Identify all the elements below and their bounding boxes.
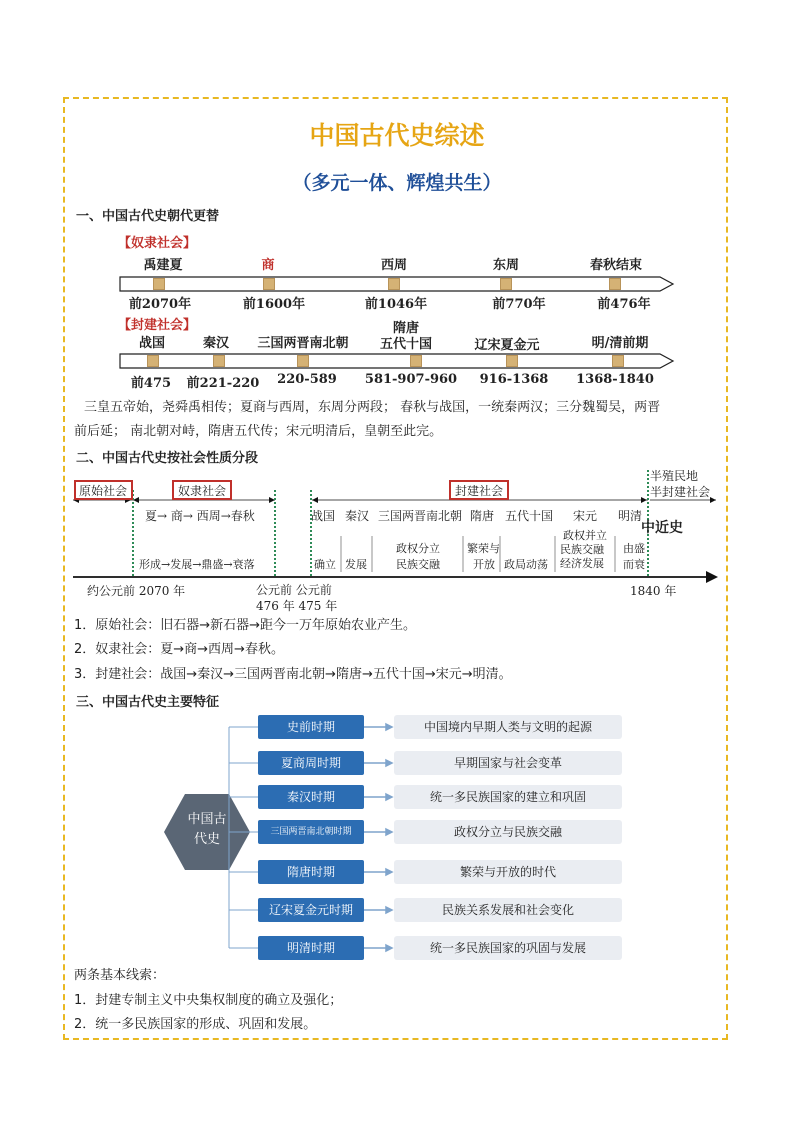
feudal-dynasty: 秦汉 [345, 509, 370, 523]
period-description: 中国境内早期人类与文明的起源 [394, 715, 622, 739]
feudal-tag: 【封建社会】 [118, 318, 197, 333]
date-mid-line: 公元前 公元前 [256, 583, 332, 597]
period-description: 政权分立与民族交融 [394, 820, 622, 844]
feudal-event-label: 三国两晋南北朝 [257, 336, 349, 351]
period-box: 秦汉时期 [258, 785, 364, 809]
date-mid-line: 476 年 475 年 [256, 599, 338, 613]
feudal-note: 政权分立 [396, 542, 440, 555]
clues-title: 两条基本线索： [74, 968, 166, 983]
feudal-note: 经济发展 [560, 557, 604, 570]
period-box: 史前时期 [258, 715, 364, 739]
feudal-note: 确立 [314, 558, 336, 571]
center-label-line: 中国古 [187, 812, 227, 827]
society-point: 3．封建社会：战国→秦汉→三国两晋南北朝→隋唐→五代十国→宋元→明清。 [74, 667, 512, 682]
period-box: 夏商周时期 [258, 751, 364, 775]
feudal-note: 而衰 [623, 558, 645, 571]
slave-event-label: 商 [261, 258, 275, 273]
feudal-event-label: 隋唐 五代十国 [379, 321, 433, 352]
page-subtitle: （多元一体、辉煌共生） [292, 172, 502, 194]
period-box: 隋唐时期 [258, 860, 364, 884]
slave-stages: 形成→发展→鼎盛→衰落 [139, 558, 255, 571]
slave-society-label: 奴隶社会 [178, 484, 227, 498]
date-right: 1840 年 [630, 584, 677, 598]
section1-heading: 一、中国古代史朝代更替 [76, 209, 220, 224]
feudal-event-label: 明/清前期 [591, 336, 649, 351]
feudal-dynasty: 战国 [311, 509, 336, 523]
feudal-note: 发展 [345, 558, 367, 571]
feudal-note: 民族交融 [396, 558, 440, 571]
feudal-event-label: 战国 [138, 336, 166, 351]
slave-event-year: 前476年 [597, 297, 651, 312]
date-left: 约公元前 2070 年 [87, 584, 186, 598]
slave-event-label: 春秋结束 [589, 258, 643, 273]
section3-heading: 三、中国古代史主要特征 [76, 695, 220, 710]
rhyme-line: 三皇五帝始，尧舜禹相传；夏商与西周，东周分两段； 春秋与战国，一统秦两汉；三分魏蜀吴，两晋 [84, 400, 661, 415]
center-label-line: 代史 [193, 832, 220, 847]
period-description: 早期国家与社会变革 [394, 751, 622, 775]
period-description: 统一多民族国家的建立和巩固 [394, 785, 622, 809]
slave-dynasties: 夏→ 商→ 西周→春秋 [145, 509, 255, 523]
feudal-event-year: 581-907-960 [364, 372, 458, 387]
period-box: 三国两晋南北朝时期 [258, 820, 364, 844]
slave-event-label: 西周 [380, 258, 408, 273]
feudal-dynasty: 三国两晋南北朝 [378, 509, 463, 523]
feudal-event-year: 916-1368 [479, 372, 549, 387]
feudal-event-year: 前475 [130, 376, 172, 391]
slave-event-year: 前1600年 [242, 297, 306, 312]
slave-tag: 【奴隶社会】 [118, 236, 197, 251]
society-point: 1．原始社会：旧石器→新石器→距今一万年原始农业产生。 [74, 618, 417, 633]
period-box: 辽宋夏金元时期 [258, 898, 364, 922]
feudal-note: 由盛 [623, 542, 645, 555]
rhyme-line: 前后延； 南北朝对峙，隋唐五代传；宋元明清后，皇朝至此完。 [74, 424, 443, 439]
feudal-event-year: 220-589 [277, 372, 337, 387]
semi-line: 半封建社会 [650, 485, 711, 499]
period-description: 繁荣与开放的时代 [394, 860, 622, 884]
feudal-event-label: 辽宋夏金元 [474, 338, 540, 353]
section2-heading: 二、中国古代史按社会性质分段 [76, 451, 259, 466]
feudal-note: 政局动荡 [504, 558, 548, 571]
page-title: 中国古代史综述 [309, 121, 485, 150]
slave-event-year: 前2070年 [128, 297, 192, 312]
feudal-note: 开放 [473, 558, 495, 571]
slave-event-year: 前770年 [492, 297, 546, 312]
clue-item: 2．统一多民族国家的形成、巩固和发展。 [74, 1017, 317, 1032]
feudal-event-year: 前221-220 [186, 376, 260, 391]
period-box: 明清时期 [258, 936, 364, 960]
primitive-society-label: 原始社会 [79, 484, 128, 498]
slave-event-label: 东周 [492, 258, 520, 273]
modern-history-label: 中近史 [641, 520, 683, 536]
period-description: 民族关系发展和社会变化 [394, 898, 622, 922]
feudal-society-label: 封建社会 [455, 484, 504, 498]
feudal-dynasty: 宋元 [573, 509, 598, 523]
center-label [168, 810, 246, 850]
feudal-note: 民族交融 [560, 543, 604, 556]
feudal-dynasty: 五代十国 [505, 509, 554, 523]
period-description: 统一多民族国家的巩固与发展 [394, 936, 622, 960]
clue-item: 1．封建专制主义中央集权制度的确立及强化； [74, 993, 343, 1008]
semi-line: 半殖民地 [650, 469, 699, 483]
feudal-dynasty: 明清 [618, 509, 643, 523]
feudal-note: 政权并立 [563, 529, 607, 542]
feudal-note: 繁荣与 [467, 542, 500, 555]
society-point: 2．奴隶社会：夏→商→西周→春秋。 [74, 642, 284, 657]
feudal-event-year: 1368-1840 [576, 372, 654, 387]
slave-event-year: 前1046年 [364, 297, 428, 312]
slave-event-label: 禹建夏 [143, 258, 183, 273]
feudal-event-label: 秦汉 [202, 336, 230, 351]
feudal-dynasty: 隋唐 [470, 509, 495, 523]
